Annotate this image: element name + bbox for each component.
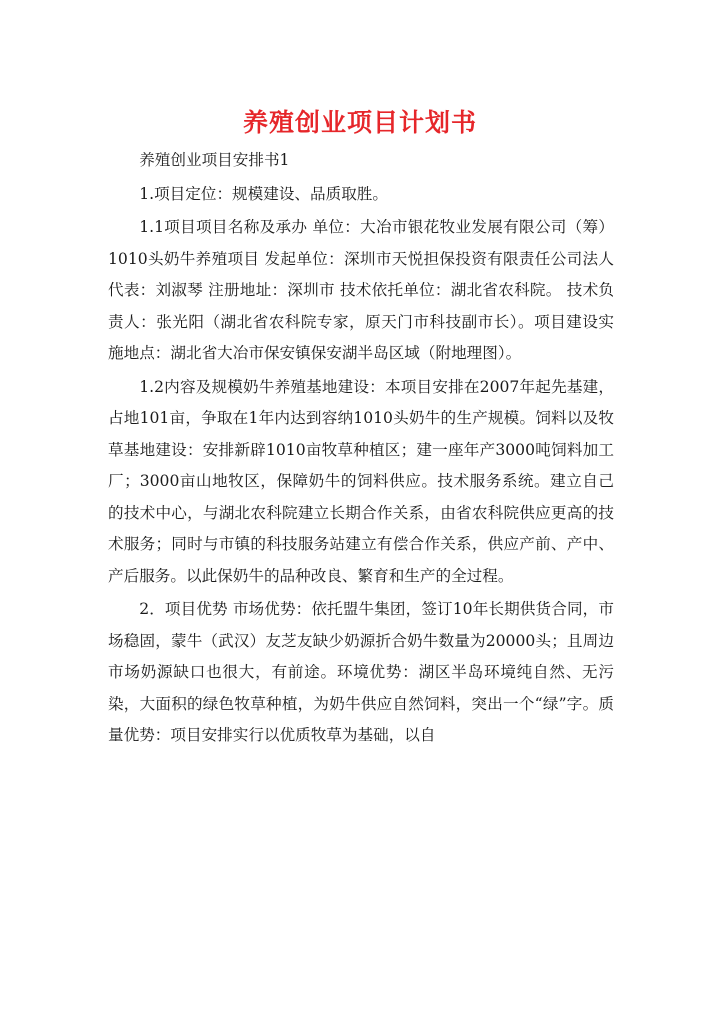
paragraph-project-name: 1.1项目项目名称及承办 单位：大冶市银花牧业发展有限公司（筹）1010头奶牛养殖项目 发起单位：深圳市天悦担保投资有限责任公司法人代表：刘淑琴 注册地址：深圳市 技术依托单位：湖北省农科院。 技术负责人：张光阳（湖北省农科院专家，原天门市科技副市长）。项目建设实施地点：湖北省大冶市保安镇保安湖半岛区域（附地理图）。 [108,218,614,362]
document-title: 养殖创业项目计划书 [242,107,477,137]
paragraph-content-scale: 1.2内容及规模奶牛养殖基地建设：本项目安排在2007年起先基建，占地101亩，争取在1年内达到容纳1010头奶牛的生产规模。饲料以及牧草基地建设：安排新辟1010亩牧草种植区；建一座年产3000吨饲料加工厂；3000亩山地牧区，保障奶牛的饲料供应。技术服务系统。建立自己的技术中心，与湖北农科院建立长期合作关系，由省农科院供应更高的技术服务；同时与市镇的科技服务站建立有偿合作关系，供应产前、产中、产后服务。以此保奶牛的品种改良、繁育和生产的全过程。 [108,377,614,585]
paragraph-advantages: 2．项目优势 市场优势：依托盟牛集团，签订10年长期供货合同，市场稳固，蒙牛（武汉）友芝友缺少奶源折合奶牛数量为20000头；且周边市场奶源缺口也很大，有前途。环境优势：湖区半岛环境纯自然、无污染，大面积的绿色牧草种植，为奶牛供应自然饲料，突出一个“绿”字。质量优势：项目安排实行以优质牧草为基础，以自 [108,600,614,744]
paragraph-plan-heading: 养殖创业项目安排书1 [139,151,290,169]
document-body [108,145,614,754]
paragraph-positioning: 1.项目定位：规模建设、品质取胜。 [139,184,388,203]
